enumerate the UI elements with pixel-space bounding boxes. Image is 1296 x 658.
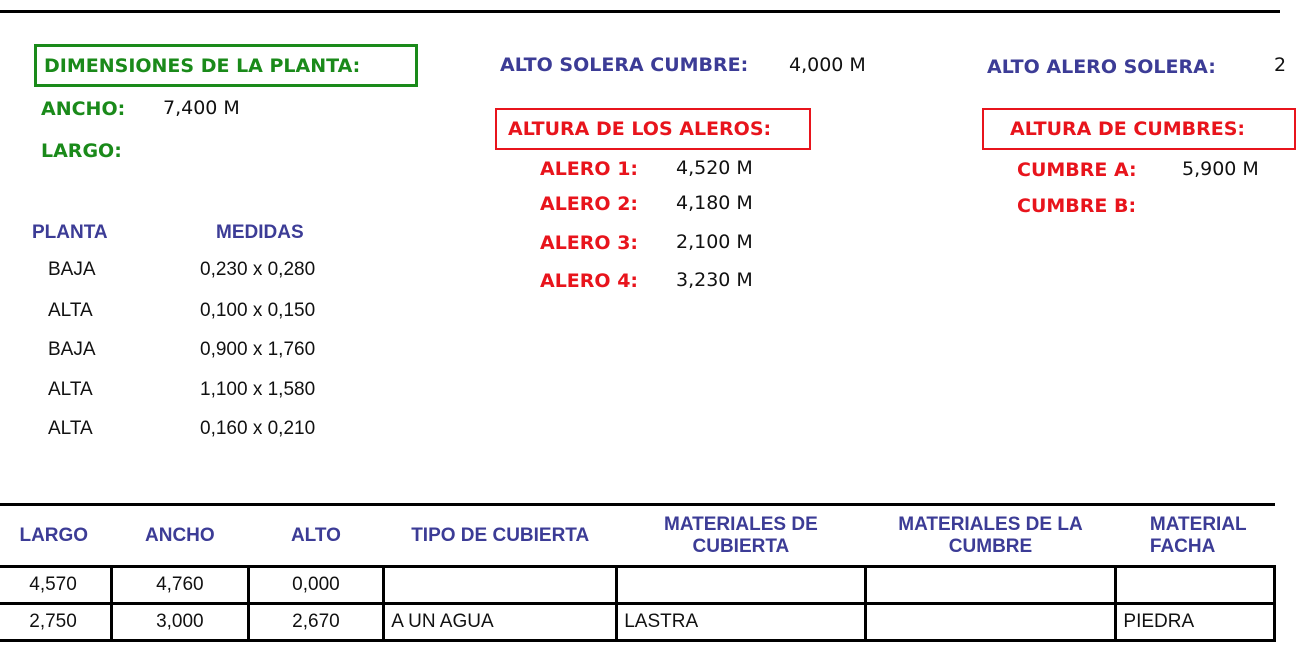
huecos-row-4-medidas: 1,100 x 1,580 [200, 379, 316, 400]
huecos-row-2-planta: ALTA [48, 300, 93, 321]
alero-3-label: ALERO 3: [540, 232, 639, 254]
ancho-label: ANCHO: [41, 98, 126, 120]
huecos-header-planta: PLANTA [32, 222, 108, 243]
huecos-row-3-planta: BAJA [48, 339, 96, 360]
ancho-value: 7,400 M [163, 97, 240, 119]
cell-tipo-cubierta [384, 567, 617, 604]
cell-material-facha [1116, 567, 1275, 604]
col-header-material-facha [1116, 505, 1275, 567]
cell-material-facha: PIEDRA [1116, 604, 1275, 641]
cell-largo: 2,750 [0, 604, 112, 641]
col-header-alto: ALTO [248, 505, 384, 567]
alero-solera-value: 2 [1274, 54, 1287, 76]
cell-ancho: 3,000 [112, 604, 249, 641]
col-header-materiales-cumbre [865, 505, 1116, 567]
aleros-title: ALTURA DE LOS ALEROS: [508, 118, 772, 140]
alero-2-label: ALERO 2: [540, 193, 639, 215]
cell-ancho: 4,760 [112, 567, 249, 604]
solera-cumbre-label: ALTO SOLERA CUMBRE: [500, 54, 749, 76]
alero-solera-label: ALTO ALERO SOLERA: [987, 56, 1216, 78]
huecos-row-5-planta: ALTA [48, 418, 93, 439]
col-header-largo: LARGO [0, 505, 112, 567]
huecos-row-5-medidas: 0,160 x 0,210 [200, 418, 316, 439]
table-header-row [0, 505, 1275, 567]
alero-3-value: 2,100 M [676, 231, 753, 253]
alero-4-value: 3,230 M [676, 269, 753, 291]
cell-materiales-cumbre [865, 567, 1116, 604]
huecos-header-medidas: MEDIDAS [216, 222, 304, 243]
col-header-ancho: ANCHO [112, 505, 249, 567]
cell-alto: 0,000 [248, 567, 384, 604]
cumbres-title: ALTURA DE CUMBRES: [1010, 118, 1246, 140]
bottom-data-table [0, 503, 1276, 642]
huecos-row-4-planta: ALTA [48, 379, 93, 400]
largo-label: LARGO: [41, 140, 122, 162]
alero-4-label: ALERO 4: [540, 270, 639, 292]
cell-materiales-cubierta: LASTRA [617, 604, 865, 641]
planta-title: DIMENSIONES DE LA PLANTA: [44, 55, 361, 77]
col-header-tipo-cubierta: TIPO DE CUBIERTA [384, 505, 617, 567]
cumbre-a-label: CUMBRE A: [1017, 159, 1137, 181]
huecos-row-1-medidas: 0,230 x 0,280 [200, 259, 316, 280]
cell-alto: 2,670 [248, 604, 384, 641]
table-row [0, 567, 1275, 604]
col-header-material-facha-text: MATERIAL FACHA [1149, 513, 1247, 557]
cell-materiales-cumbre [865, 604, 1116, 641]
alero-1-label: ALERO 1: [540, 158, 639, 180]
col-header-materiales-cumbre-text: MATERIALES DE LA CUMBRE [898, 513, 1083, 557]
cell-materiales-cubierta [617, 567, 865, 604]
cumbre-a-value: 5,900 M [1182, 158, 1259, 180]
alero-1-value: 4,520 M [676, 157, 753, 179]
col-header-materiales-cubierta-text: MATERIALES DE CUBIERTA [664, 513, 818, 557]
table-row [0, 604, 1275, 641]
cumbres-title-box [982, 108, 1296, 150]
top-border [0, 10, 1280, 13]
planta-title-box [34, 44, 418, 87]
solera-cumbre-value: 4,000 M [789, 54, 866, 76]
alero-2-value: 4,180 M [676, 192, 753, 214]
huecos-row-3-medidas: 0,900 x 1,760 [200, 339, 316, 360]
cell-largo: 4,570 [0, 567, 112, 604]
cumbre-b-label: CUMBRE B: [1017, 195, 1137, 217]
cell-tipo-cubierta: A UN AGUA [384, 604, 617, 641]
huecos-row-2-medidas: 0,100 x 0,150 [200, 300, 316, 321]
huecos-row-1-planta: BAJA [48, 259, 96, 280]
col-header-materiales-cubierta [617, 505, 865, 567]
aleros-title-box [495, 108, 811, 150]
